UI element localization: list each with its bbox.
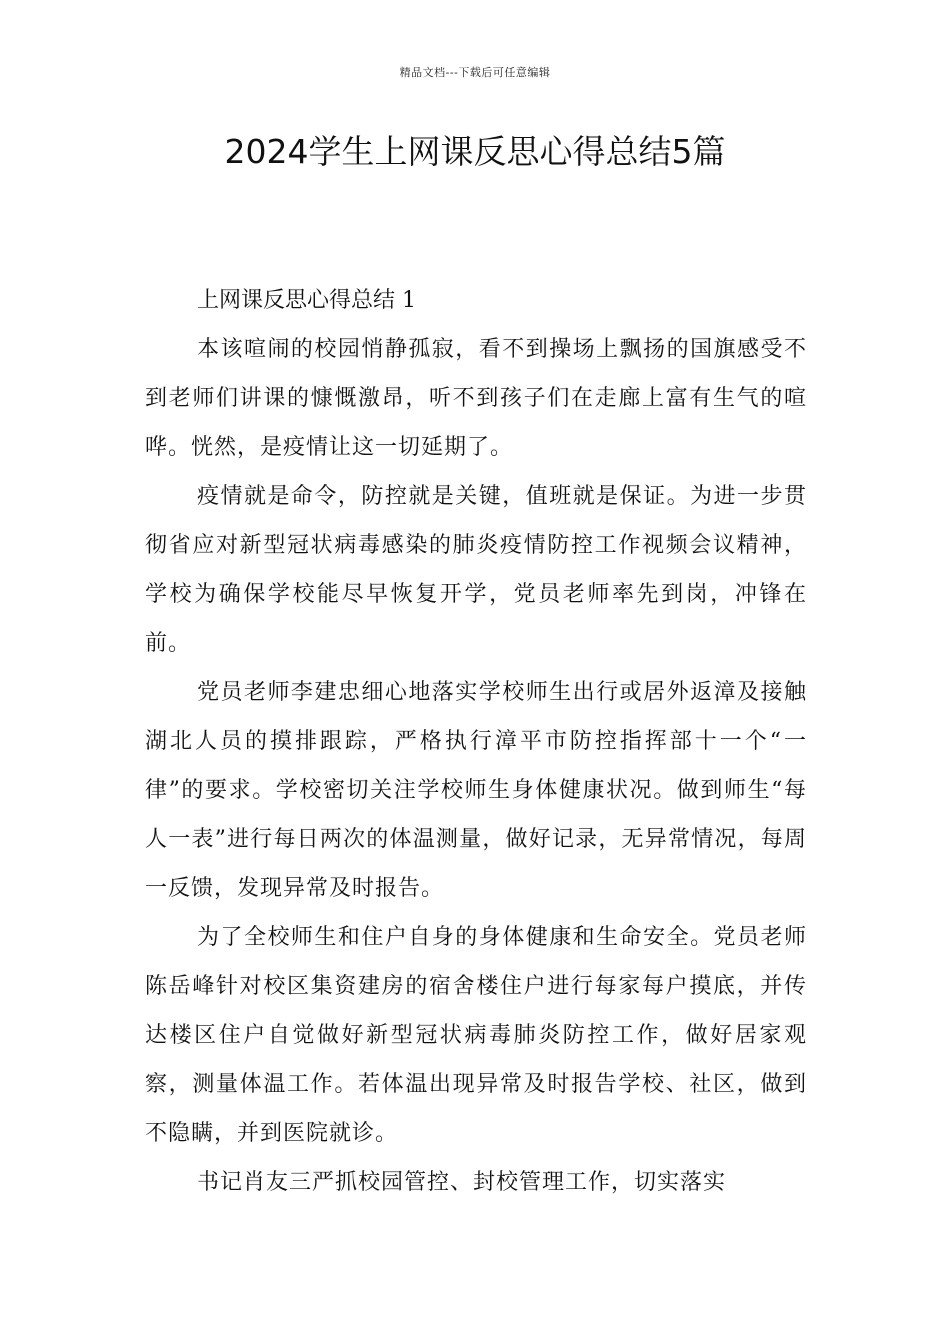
paragraph-1: 本该喧闹的校园悄静孤寂，看不到操场上飘扬的国旗感受不到老师们讲课的慷慨激昂，听不到孩子们在走廊上富有生气的喧哗。恍然，是疫情让这一切延期了。: [145, 337, 807, 460]
paragraph-5: 书记肖友三严抓校园管控、封校管理工作，切实落实: [197, 1170, 727, 1195]
paragraph-3: 党员老师李建忠细心地落实学校师生出行或居外返漳及接触湖北人员的摸排跟踪，严格执行漳平市防控指挥部十一个“一律”的要求。学校密切关注学校师生身体健康状况。做到师生“每人一表”进行每日两次的体温测量，做好记录，无异常情况，每周一反馈，发现异常及时报告。: [145, 680, 807, 901]
document-title: 2024学生上网课反思心得总结5篇: [224, 132, 726, 171]
document-body: [145, 276, 807, 1207]
header-note: 精品文档---下载后可任意编辑: [399, 66, 551, 79]
section-heading: 上网课反思心得总结 1: [197, 288, 416, 313]
paragraph-2: 疫情就是命令，防控就是关键，值班就是保证。为进一步贯彻省应对新型冠状病毒感染的肺炎疫情防控工作视频会议精神，学校为确保学校能尽早恢复开学，党员老师率先到岗，冲锋在前。: [145, 484, 807, 656]
paragraph-4: 为了全校师生和住户自身的身体健康和生命安全。党员老师陈岳峰针对校区集资建房的宿舍楼住户进行每家每户摸底，并传达楼区住户自觉做好新型冠状病毒肺炎防控工作，做好居家观察，测量体温工作。若体温出现异常及时报告学校、社区，做到不隐瞒，并到医院就诊。: [145, 925, 807, 1146]
